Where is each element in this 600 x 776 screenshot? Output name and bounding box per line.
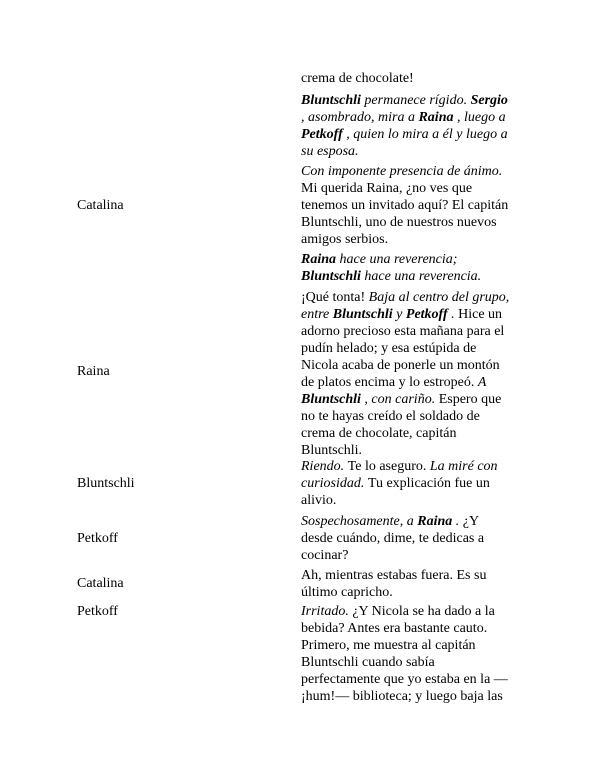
spoken-text: amigos serbios. [301,232,389,247]
dialogue-text [301,603,537,705]
stage-direction: Irritado. [301,604,353,619]
dialogue-text [301,289,537,459]
text-line [301,143,537,160]
spoken-text: ¿Y Nicola se ha dado a la [352,604,495,619]
spoken-text: Nicola acaba de ponerle un montón [301,358,500,373]
stage-direction: entre [301,307,333,322]
stage-direction: . [447,307,459,322]
stage-direction: , asombrado, mira a [301,110,419,125]
spoken-text: último capricho. [301,585,393,600]
text-line [301,458,537,475]
spoken-text: de platos encima y lo estropeó. [301,375,478,390]
stage-direction: , con cariño. [360,392,439,407]
spoken-text: Ah, mientras estabas fuera. Es su [301,568,487,583]
text-line [301,391,537,408]
spoken-text: Bluntschli. [301,443,363,458]
text-line [301,214,537,231]
text-line [301,268,537,285]
stage-direction-text [301,92,537,160]
stage-direction: curiosidad. [301,476,368,491]
stage-direction: , luego a [453,110,506,125]
text-line [301,492,537,509]
character-name: Bluntschli [332,307,393,322]
dialogue-text [301,458,537,509]
text-line [301,408,537,425]
spoken-text: no te hayas creído el soldado de [301,409,480,424]
stage-direction: su esposa. [301,144,359,159]
spoken-text: ¡hum!— biblioteca; y luego baja las [301,689,503,704]
spoken-text: perfectamente que yo estaba en la — [301,672,508,687]
text-line [301,620,537,637]
stage-direction: permanece rígido. [360,93,471,108]
spoken-text: cocinar? [301,548,349,563]
speaker-name: Petkoff [77,604,118,619]
text-line [301,442,537,459]
stage-direction: hace una reverencia; [336,252,458,267]
spoken-text: crema de chocolate, capitán [301,426,457,441]
text-line [301,357,537,374]
stage-direction: Riendo. [301,459,348,474]
speaker-name: Raina [77,364,110,379]
spoken-text: Mi querida Raina, ¿no ves que [301,181,473,196]
spoken-text: adorno precioso esta mañana para el [301,324,505,339]
text-line [301,425,537,442]
spoken-text: Espero que [438,392,502,407]
text-line [301,340,537,357]
stage-direction: Con imponente presencia de ánimo. [301,164,503,179]
stage-direction: . [452,514,463,529]
stage-direction: A [477,375,487,390]
speaker-name: Catalina [77,576,124,591]
text-line [301,374,537,391]
text-line [301,180,537,197]
stage-direction-text [301,251,537,285]
character-name: Raina [301,252,337,267]
text-line [301,126,537,143]
dialogue-text [301,70,537,87]
spoken-text: Bluntschli cuando sabía [301,655,435,670]
text-line [301,289,537,306]
spoken-text: tenemos un invitado aquí? El capitán [301,198,509,213]
text-line [301,251,537,268]
character-name: Sergio [470,93,508,108]
text-line [301,688,537,705]
text-line [301,197,537,214]
spoken-text: pudín helado; y esa estúpida de [301,341,477,356]
dialogue-text [301,567,537,601]
text-line [301,92,537,109]
text-line [301,530,537,547]
character-name: Bluntschli [301,269,361,284]
stage-direction: y [392,307,406,322]
spoken-text: ¿Y [462,514,480,529]
spoken-text: ¡Qué tonta! [301,290,369,305]
spoken-text: bebida? Antes era bastante cauto. [301,621,488,636]
stage-direction: Sospechosamente, a [301,514,418,529]
stage-direction: Baja al centro del grupo, [368,290,510,305]
dialogue-text [301,513,537,564]
text-line [301,306,537,323]
character-name: Bluntschli [301,93,361,108]
speaker-name: Petkoff [77,531,118,546]
text-line [301,584,537,601]
spoken-text: crema de chocolate! [301,71,414,86]
spoken-text: Primero, me muestra al capitán [301,638,476,653]
character-name: Raina [417,514,453,529]
text-line [301,637,537,654]
speaker-name: Catalina [77,198,124,213]
text-line [301,231,537,248]
text-line [301,513,537,530]
character-name: Petkoff [301,127,343,142]
text-line [301,70,537,87]
dialogue-text [301,163,537,248]
text-line [301,603,537,620]
stage-direction: La miré con [429,459,498,474]
text-line [301,475,537,492]
character-name: Raina [418,110,454,125]
spoken-text: Tu explicación fue un [367,476,490,491]
stage-direction: hace una reverencia. [360,269,482,284]
text-line [301,323,537,340]
character-name: Bluntschli [301,392,361,407]
spoken-text: desde cuándo, dime, te dedicas a [301,531,485,546]
text-line [301,671,537,688]
text-line [301,654,537,671]
text-line [301,567,537,584]
text-line [301,109,537,126]
text-line [301,163,537,180]
speaker-name: Bluntschli [77,476,135,491]
spoken-text: Te lo aseguro. [347,459,430,474]
spoken-text: alivio. [301,493,337,508]
spoken-text: Bluntschli, uno de nuestros nuevos [301,215,497,230]
stage-direction: , quien lo mira a él y luego a [342,127,508,142]
character-name: Petkoff [405,307,448,322]
spoken-text: Hice un [458,307,503,322]
text-line [301,547,537,564]
